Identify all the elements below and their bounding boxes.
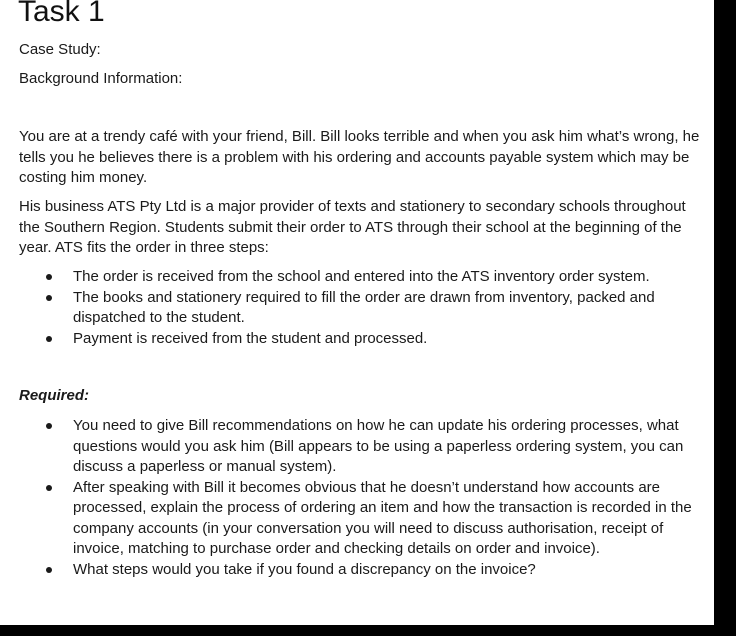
page-title: Task 1 <box>18 0 105 28</box>
required-heading: Required: <box>19 387 90 404</box>
intro-paragraph: You are at a trendy café with your friend, Bill. Bill looks terrible and when you ask him what’s wrong, he tells you he believes there is a problem with his ordering and accounts payable system which may be costing him money. <box>19 128 700 186</box>
requirement-text: What steps would you take if you found a discrepancy on the invoice? <box>73 560 536 578</box>
requirement-text: After speaking with Bill it becomes obvious that he doesn’t understand how accounts are processed, explain the process of ordering an item and how the transaction is recorded in the company accounts (in your conversation you will need to discuss authorisation, receipt of invoice, matching to purchase order and checking details on order and invoice). <box>73 478 692 557</box>
bullet-icon <box>46 274 52 280</box>
step-text: Payment is received from the student and processed. <box>73 329 428 347</box>
requirements-list <box>0 416 705 580</box>
bullet-icon <box>46 423 52 429</box>
business-paragraph: His business ATS Pty Ltd is a major provider of texts and stationery to secondary schools throughout the Southern Region. Students submit their order to ATS through their school at the beginning of the year. ATS fits the order in three steps: <box>19 198 686 256</box>
background-label: Background Information: <box>19 70 183 87</box>
case-study-label: Case Study: <box>19 41 101 58</box>
step-text: The order is received from the school and entered into the ATS inventory order system. <box>73 268 650 285</box>
list-item <box>0 329 705 350</box>
bullet-icon <box>46 485 52 491</box>
step-text: The books and stationery required to fill the order are drawn from inventory, packed and dispatched to the student. <box>73 288 655 326</box>
list-item <box>0 267 705 288</box>
list-item <box>0 560 705 581</box>
list-item <box>0 416 705 478</box>
steps-list <box>0 267 705 349</box>
list-item <box>0 288 705 329</box>
list-item <box>0 478 705 560</box>
bullet-icon <box>46 336 52 342</box>
bullet-icon <box>46 567 52 573</box>
bullet-icon <box>46 295 52 301</box>
requirement-text: You need to give Bill recommendations on how he can update his ordering processes, what questions would you ask him (Bill appears to be using a paperless ordering system, you can discuss a paperless or manual system). <box>73 417 684 475</box>
